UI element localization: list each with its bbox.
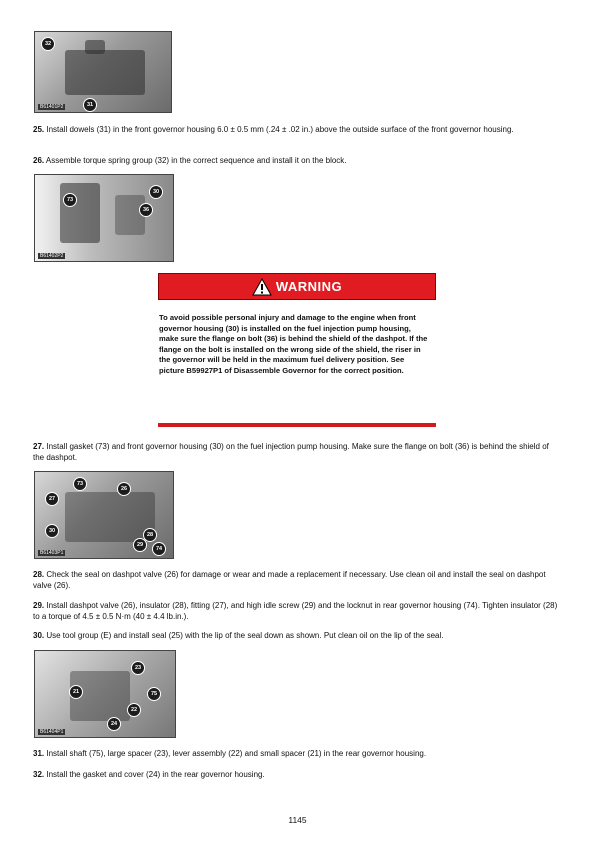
figure-code: B61404P1: [40, 729, 64, 735]
page-number: 1145: [288, 815, 307, 825]
figure-front-governor-housing-photo: [34, 174, 174, 262]
step-28: 28. Check the seal on dashpot valve (26) for damage or wear and made a replacement if necessary. Use clean oil and install the seal on dashpot valve (26).: [33, 570, 546, 590]
warning-divider: [158, 423, 436, 427]
callout-30: 30: [149, 185, 163, 199]
figure-torque-spring-group-photo: [34, 31, 172, 113]
step-29: 29. Install dashpot valve (26), insulator (28), fitting (27), and high idle screw (29) and the locknut in rear governor housing (74). Tighten insulator (28) to a torque of 4.5 ± 0.5 N·m (40 ± 4.4 lb.in.).: [33, 601, 558, 621]
callout-32: 32: [41, 37, 55, 51]
callout-31: 31: [83, 98, 97, 112]
callout-29: 29: [133, 538, 147, 552]
figure-dashpot-valve-photo: [34, 471, 174, 559]
figure-code: B61401P2: [40, 104, 64, 110]
callout-23: 23: [131, 661, 145, 675]
figure-rear-governor-housing-photo: [34, 650, 176, 738]
step-31: 31. Install shaft (75), large spacer (23), lever assembly (22) and small spacer (21) in the rear governor housing.: [33, 749, 427, 758]
step-32: 32. Install the gasket and cover (24) in the rear governor housing.: [33, 770, 265, 779]
callout-21: 21: [69, 685, 83, 699]
figure-code: B61403P1: [40, 550, 64, 556]
callout-73: 73: [73, 477, 87, 491]
figure-code: B61402P2: [40, 253, 64, 259]
callout-22: 22: [127, 703, 141, 717]
step-30: 30. Use tool group (E) and install seal (25) with the lip of the seal down as shown. Put clean oil on the lip of the seal.: [33, 631, 444, 640]
callout-75: 75: [147, 687, 161, 701]
step-25: 25. Install dowels (31) in the front governor housing 6.0 ± 0.5 mm (.24 ± .02 in.) above the outside surface of the front governor housing.: [33, 125, 514, 134]
warning-title: WARNING: [275, 279, 343, 294]
callout-26: 26: [117, 482, 131, 496]
step-26: 26. Assemble torque spring group (32) in the correct sequence and install it on the block.: [33, 156, 347, 165]
callout-73: 73: [63, 193, 77, 207]
callout-27: 27: [45, 492, 59, 506]
warning-text: To avoid possible personal injury and damage to the engine when front governor housing (30) is installed on the fuel injection pump housing, make sure the flange on bolt (36) is behind the shield of the dashpot. If the flange on the bolt is installed on the wrong side of the shield, the riser in the governor will be held in the maximum fuel delivery position. See picture B59927P1 of Disassemble Governor for the correct position.: [159, 313, 428, 375]
callout-24: 24: [107, 717, 121, 731]
callout-36: 36: [139, 203, 153, 217]
warning-triangle-icon: [252, 278, 272, 296]
warning-banner: [158, 273, 436, 300]
callout-28: 28: [143, 528, 157, 542]
callout-74: 74: [152, 542, 166, 556]
step-27: 27. Install gasket (73) and front governor housing (30) on the fuel injection pump housing. Make sure the flange on bolt (36) is behind the shield of the dashpot.: [33, 442, 549, 462]
callout-30: 30: [45, 524, 59, 538]
